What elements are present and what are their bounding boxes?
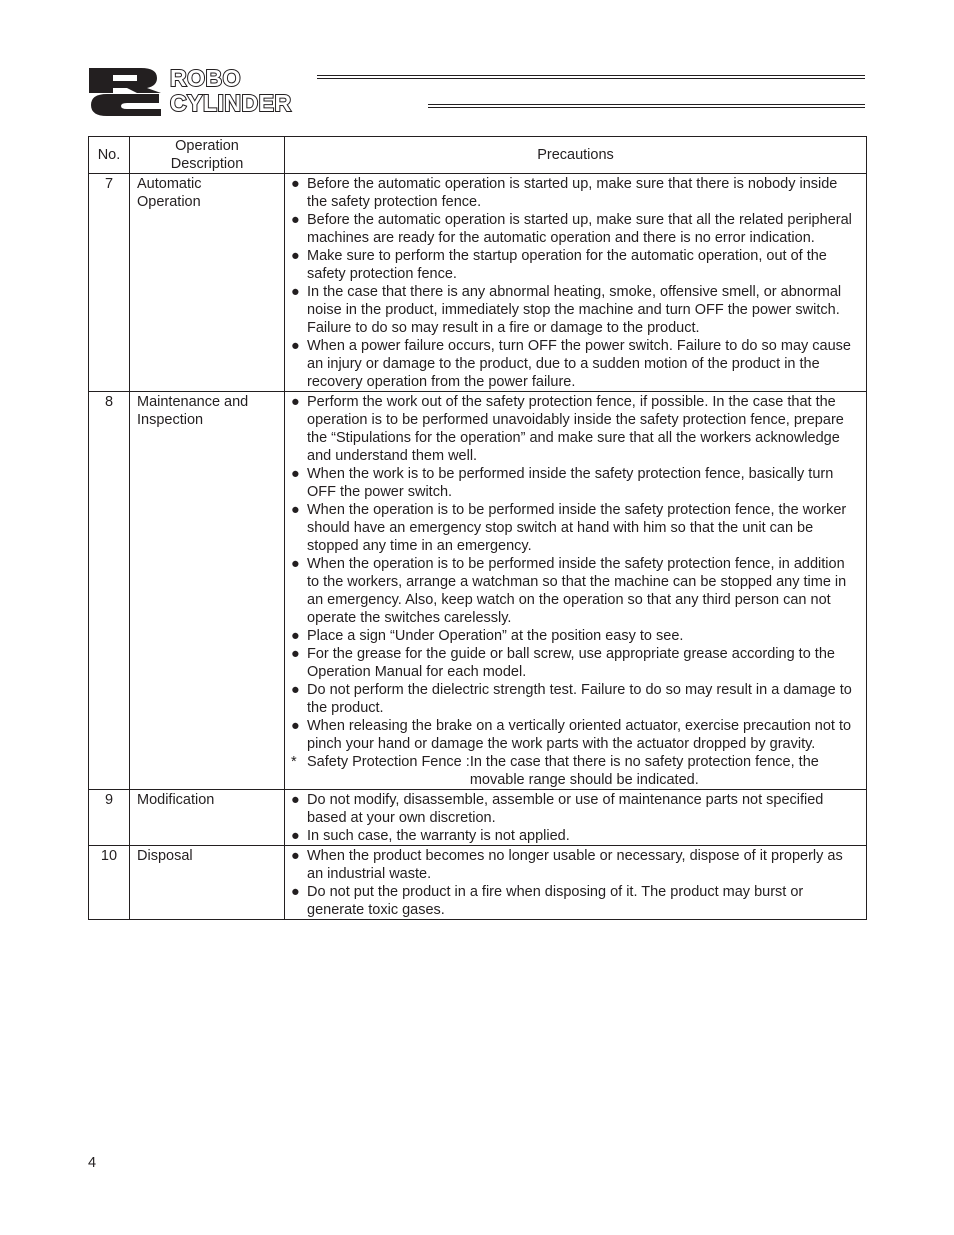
header-operation-line: Operation (175, 138, 239, 154)
precaution-text: Do not perform the dielectric strength test. Failure to do so may result in a damage to the product. (307, 682, 852, 716)
precautions-list (291, 790, 860, 845)
bullet-icon: ● (291, 646, 300, 662)
footnote-text: In the case that there is no safety protection fence, the movable range should be indicated. (469, 754, 819, 788)
bullet-icon: ● (291, 628, 300, 644)
precautions-list (291, 846, 860, 919)
bullet-icon: ● (291, 828, 300, 844)
bullet-icon: ● (291, 466, 300, 482)
precaution-text: Perform the work out of the safety protection fence, if possible. In the case that the operation is to be performed unavoidably inside the safety protection fence, prepare the “Stipulations for the operation” and make sure that all the workers acknowledge and understand them well. (307, 394, 844, 464)
list-item (291, 827, 860, 845)
logo-wordmark (170, 66, 292, 116)
list-item (291, 283, 860, 337)
list-item (291, 337, 860, 391)
list-item (291, 465, 860, 501)
list-item (291, 175, 860, 211)
precaution-text: When releasing the brake on a vertically oriented actuator, exercise precaution not to pinch your hand or damage the work parts with the actuator dropped by gravity. (307, 718, 852, 752)
header-description-line: Description (170, 156, 244, 172)
precaution-text: Make sure to perform the startup operation for the automatic operation, out of the safety protection fence. (307, 248, 827, 282)
table-row (89, 790, 867, 846)
bullet-icon: ● (291, 284, 300, 300)
precaution-text: In such case, the warranty is not applied. (307, 828, 570, 844)
bullet-icon: ● (291, 502, 300, 518)
list-item (291, 555, 860, 627)
bullet-icon: ● (291, 394, 300, 410)
header-precautions: Precautions (285, 137, 867, 174)
logo-word-cylinder: CYLINDER (170, 90, 292, 116)
list-item (291, 791, 860, 827)
table-row (89, 392, 867, 790)
rc-logo-mark-icon (87, 66, 165, 118)
list-item (291, 645, 860, 681)
bullet-icon: ● (291, 556, 300, 572)
list-item (291, 627, 860, 645)
bullet-icon: ● (291, 176, 300, 192)
header-no: No. (89, 137, 130, 174)
operation-description-line: Inspection (137, 412, 204, 428)
precaution-text: For the grease for the guide or ball screw, use appropriate grease according to the Operation Manual for each model. (307, 646, 835, 680)
precaution-text: Place a sign “Under Operation” at the position easy to see. (307, 628, 684, 644)
precautions-table (88, 136, 867, 920)
operation-description (130, 846, 285, 920)
precautions-list (291, 392, 860, 753)
precaution-text: When a power failure occurs, turn OFF the power switch. Failure to do so may cause an injury or damage to the product, due to a sudden motion of the product in the recovery operation from the power failure. (307, 338, 851, 390)
bullet-icon: ● (291, 682, 300, 698)
precautions-list (291, 174, 860, 391)
bullet-icon: ● (291, 338, 300, 354)
precautions-cell (285, 392, 867, 790)
precaution-text: Before the automatic operation is started up, make sure that there is nobody inside the safety protection fence. (307, 176, 838, 210)
row-number: 10 (89, 846, 130, 920)
precaution-text: In the case that there is any abnormal heating, smoke, offensive smell, or abnormal noise in the product, immediately stop the machine and turn OFF the power switch. Failure to do so may result in a fire or damage to the product. (307, 284, 842, 336)
list-item (291, 247, 860, 283)
bullet-icon: ● (291, 848, 300, 864)
bullet-icon: ● (291, 884, 300, 900)
header-rule (317, 78, 865, 79)
list-item (291, 847, 860, 883)
logo-word-robo: ROBO (170, 65, 241, 91)
operation-description (130, 174, 285, 392)
row-number: 7 (89, 174, 130, 392)
precaution-text: When the operation is to be performed inside the safety protection fence, in addition to the workers, arrange a watchman so that the machine can be stopped any time in an emergency. Also, keep watch on the operation so that any third person can not operate the switches carelessly. (307, 556, 847, 626)
precaution-text: When the operation is to be performed inside the safety protection fence, the worker should have an emergency stop switch at hand with him so that the unit can be stopped any time in an emergency. (307, 502, 847, 554)
operation-description (130, 790, 285, 846)
precaution-text: When the work is to be performed inside the safety protection fence, basically turn OFF the power switch. (307, 466, 834, 500)
precaution-text: When the product becomes no longer usable or necessary, dispose of it properly as an industrial waste. (307, 848, 843, 882)
header-rule (317, 75, 865, 76)
operation-description-line: Disposal (137, 848, 193, 864)
header-rule (428, 107, 865, 108)
footnote-term: Safety Protection Fence : (307, 754, 470, 770)
precaution-text: Before the automatic operation is started up, make sure that all the related peripheral machines are ready for the automatic operation and there is no error indication. (307, 212, 852, 246)
row-number: 8 (89, 392, 130, 790)
bullet-icon: ● (291, 248, 300, 264)
row-number: 9 (89, 790, 130, 846)
precaution-text: Do not put the product in a fire when disposing of it. The product may burst or generate toxic gases. (307, 884, 804, 918)
bullet-icon: ● (291, 792, 300, 808)
list-item (291, 883, 860, 919)
table-row (89, 846, 867, 920)
table-row (89, 174, 867, 392)
precautions-cell (285, 846, 867, 920)
list-item (291, 501, 860, 555)
table-header-row (89, 137, 867, 174)
footnote (291, 753, 860, 789)
precautions-cell (285, 174, 867, 392)
bullet-icon: ● (291, 212, 300, 228)
operation-description-line: Automatic (137, 176, 202, 192)
list-item (291, 681, 860, 717)
list-item (291, 717, 860, 753)
operation-description (130, 392, 285, 790)
operation-description-line: Maintenance and (137, 394, 249, 410)
precaution-text: Do not modify, disassemble, assemble or use of maintenance parts not specified based at your own discretion. (307, 792, 824, 826)
header-rule (428, 104, 865, 105)
bullet-icon: ● (291, 718, 300, 734)
precautions-cell (285, 790, 867, 846)
page-number: 4 (88, 1155, 97, 1171)
list-item (291, 393, 860, 465)
list-item (291, 211, 860, 247)
operation-description-line: Operation (137, 194, 201, 210)
robo-cylinder-logo (87, 66, 867, 118)
operation-description-line: Modification (137, 792, 215, 808)
footnote-mark: * (291, 754, 297, 770)
header-operation-description (130, 137, 285, 174)
